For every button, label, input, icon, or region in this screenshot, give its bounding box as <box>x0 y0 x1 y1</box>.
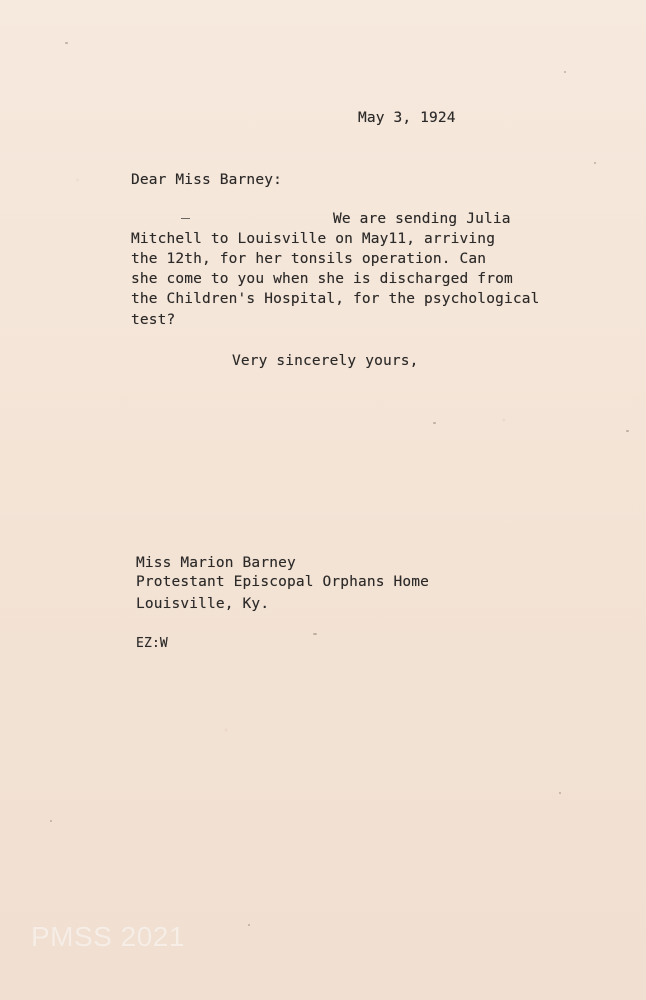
recipient-name: Miss Marion Barney <box>136 555 296 571</box>
body-line: test? <box>131 312 176 328</box>
paper-speck <box>564 71 566 73</box>
letter-date: May 3, 1924 <box>358 110 456 126</box>
recipient-city: Louisville, Ky. <box>136 596 270 612</box>
paper-speck <box>313 633 317 635</box>
recipient-organization: Protestant Episcopal Orphans Home <box>136 574 430 590</box>
paper-speck <box>50 820 52 822</box>
salutation: Dear Miss Barney: <box>131 172 282 188</box>
closing: Very sincerely yours, <box>232 353 419 369</box>
body-line: Mitchell to Louisville on May11, arriving <box>131 231 496 247</box>
body-line: she come to you when she is discharged from <box>131 271 513 287</box>
typist-initials: EZ:W <box>136 636 168 651</box>
body-line: the 12th, for her tonsils operation. Can <box>131 251 487 267</box>
paper-speck <box>433 422 436 424</box>
paper-speck <box>65 42 68 44</box>
body-line: the Children's Hospital, for the psychological <box>131 291 540 307</box>
body-line: We are sending Julia <box>333 211 511 227</box>
typed-dash-mark <box>181 218 190 219</box>
paper-speck <box>248 924 250 926</box>
watermark: PMSS 2021 <box>31 921 185 952</box>
paper-speck <box>626 430 629 432</box>
paper-speck <box>559 792 561 794</box>
paper-speck <box>594 162 596 164</box>
